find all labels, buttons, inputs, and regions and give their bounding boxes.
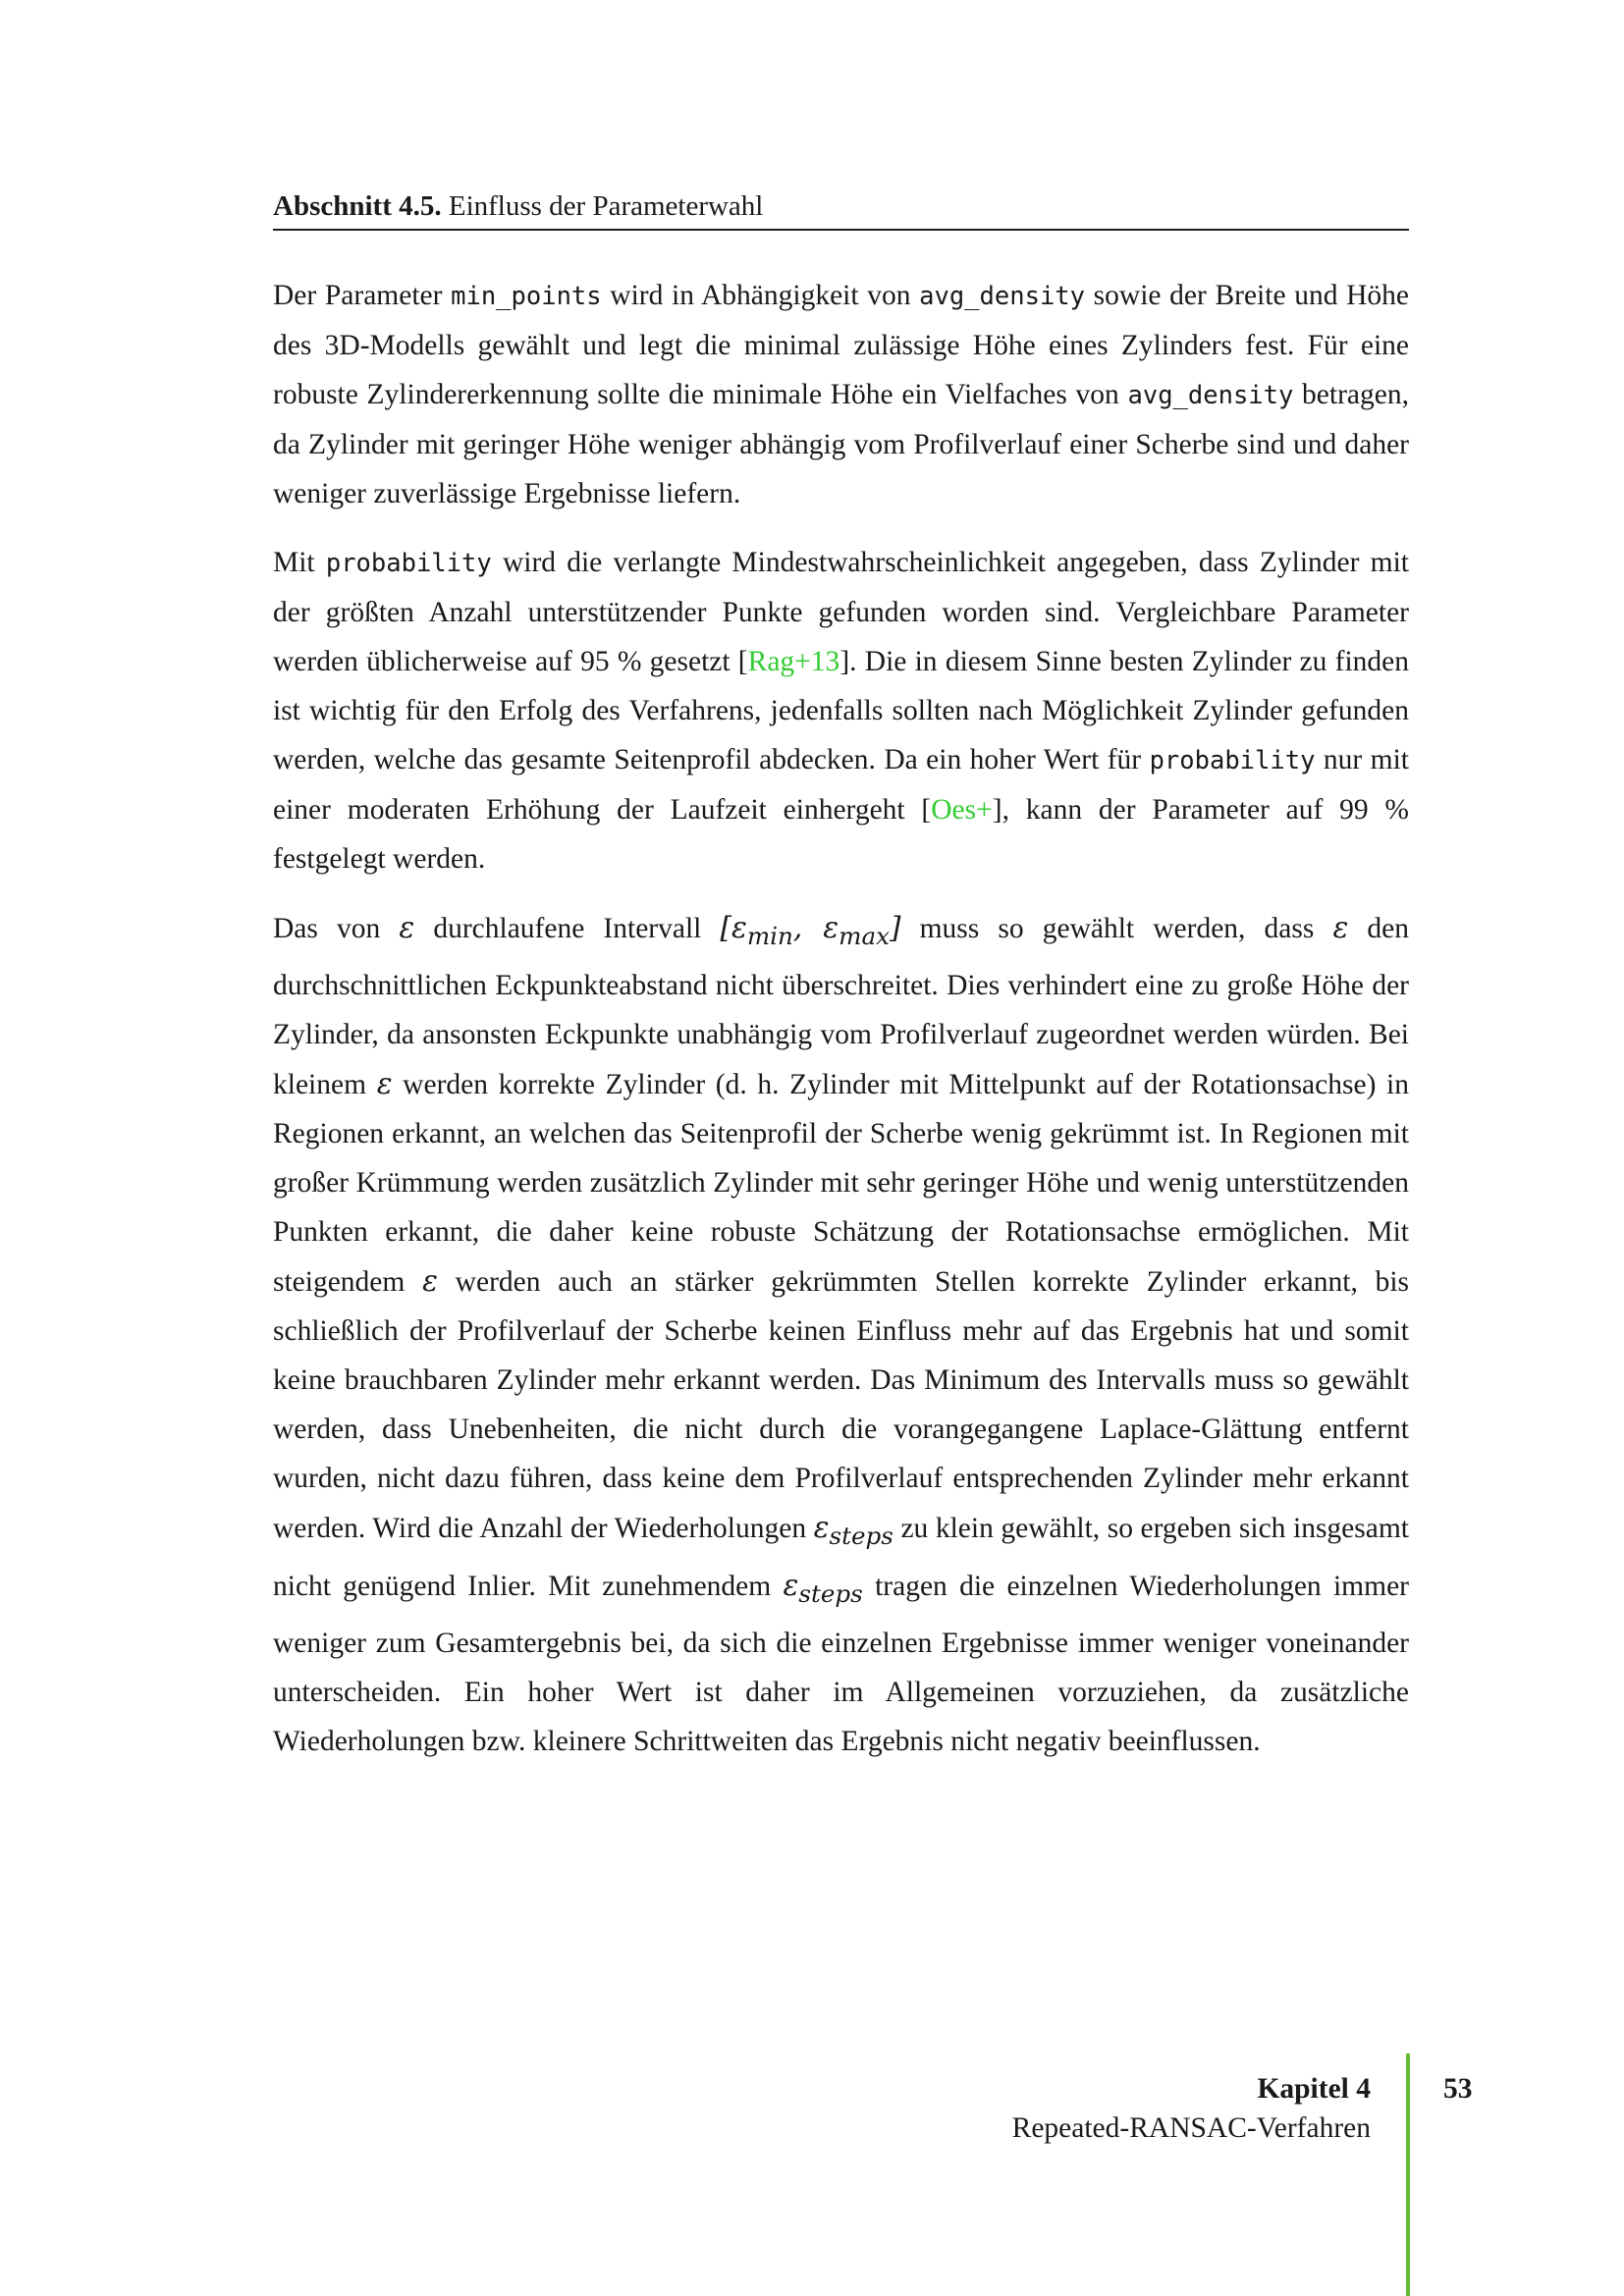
text-run: tragen die einzelnen Wiederholungen immer weniger zum Gesamtergebnis bei, da sich die einzelnen Ergebnisse immer weniger voneinander unterscheiden. Ein hoher Wert ist daher im Allgemeinen vorzuziehen, da zusätzliche Wiederholungen bzw. kleinere Schrittweiten das Ergebnis nicht negativ beeinflussen.	[273, 1570, 1409, 1757]
chapter-title: Repeated-RANSAC-Verfahren	[1011, 2112, 1371, 2144]
math-interval	[720, 911, 901, 950]
citation-link[interactable]: Oes+	[931, 794, 993, 826]
math-symbol: [ε	[720, 911, 747, 944]
code-avg-density: avg_density	[1127, 381, 1294, 410]
paragraph-3	[273, 903, 1409, 1766]
footer-divider	[1406, 2054, 1410, 2296]
page-number: 53	[1443, 2073, 1473, 2105]
math-epsilon-steps	[813, 1510, 893, 1550]
math-symbol: ε	[813, 1510, 830, 1544]
citation-link[interactable]: Rag+13	[747, 646, 840, 677]
text-run: Mit	[273, 547, 326, 578]
running-header	[273, 188, 1409, 231]
text-run: betragen, da Zylinder mit geringer Höhe weniger abhängig vom Profilverlauf einer Scherbe sind und daher weniger zuverlässige Ergebnisse liefern.	[273, 379, 1409, 509]
text-run: zu klein gewählt, so ergeben sich insgesamt nicht genügend Inlier. Mit zunehmendem	[273, 1512, 1409, 1602]
footer-chapter	[1012, 2069, 1371, 2148]
math-subscript: max	[839, 921, 890, 950]
text-run: sowie der Breite und Höhe des 3D-Modells gewählt und legt die minimal zulässige Höhe eines Zylinders fest. Für eine robuste Zylindererkennung sollte die minimale Höhe ein Vielfaches von	[273, 280, 1409, 410]
math-epsilon: ε	[399, 911, 415, 944]
text-run: ]. Die in diesem Sinne besten Zylinder zu finden ist wichtig für den Erfolg des Verfahrens, jedenfalls sollten nach Möglichkeit Zylinder gefunden werden, welche das gesamte Seitenprofil abdecken. Da ein hoher Wert für	[273, 646, 1409, 775]
text-run: nur mit einer moderaten Erhöhung der Laufzeit einhergeht [	[273, 744, 1409, 826]
text-run: werden korrekte Zylinder (d. h. Zylinder mit Mittelpunkt auf der Rotationsachse) in Regionen erkannt, an welchen das Seitenprofil der Scherbe wenig gekrümmt ist. In Regionen mit großer Krümmung werden zusätzlich Zylinder mit sehr geringer Höhe und wenig unterstützenden Punkten erkannt, die daher keine robuste Schätzung der Rotationsachse ermöglichen. Mit steigendem	[273, 1068, 1409, 1298]
text-run: ], kann der Parameter auf 99 % festgelegt werden.	[273, 794, 1409, 875]
math-symbol: ε	[783, 1568, 799, 1602]
math-symbol: ]	[889, 911, 901, 944]
text-run: wird die verlangte Mindestwahrscheinlichkeit angegeben, dass Zylinder mit der größten Anzahl unterstützender Punkte gefunden worden sind. Vergleichbare Parameter werden üblicherweise auf 95 % gesetzt [	[273, 547, 1409, 677]
section-label: Abschnitt 4.5.	[273, 190, 442, 222]
math-epsilon-steps	[783, 1568, 863, 1608]
code-probability: probability	[1149, 746, 1316, 775]
code-avg-density: avg_density	[919, 282, 1086, 311]
math-epsilon: ε	[1332, 911, 1349, 944]
math-subscript: steps	[829, 1521, 893, 1550]
text-run: werden auch an stärker gekrümmten Stellen korrekte Zylinder erkannt, bis schließlich der Profilverlauf der Scherbe keinen Einfluss mehr auf das Ergebnis hat und somit keine brauchbaren Zylinder mehr erkannt werden. Das Minimum des Intervalls muss so gewählt werden, dass Unebenheiten, die nicht durch die vorangegangene Laplace-Glättung entfernt wurden, nicht dazu führen, dass keine dem Profilverlauf entsprechenden Zylinder mehr erkannt werden. Wird die Anzahl der Wiederholungen	[273, 1265, 1409, 1544]
math-subscript: min	[746, 921, 793, 950]
chapter-label: Kapitel 4	[1257, 2073, 1371, 2105]
math-epsilon: ε	[422, 1263, 438, 1298]
paragraph-1	[273, 271, 1409, 518]
math-epsilon: ε	[376, 1066, 393, 1100]
text-run: durchlaufene Intervall	[414, 913, 721, 944]
section-title: Einfluss der Parameterwahl	[448, 190, 764, 222]
text-run: den durchschnittlichen Eckpunkteabstand nicht überschreitet. Dies verhindert eine zu große Höhe der Zylinder, da ansonsten Eckpunkte unabhängig vom Profilverlauf zugeordnet werden würden. Bei kleinem	[273, 913, 1410, 1100]
math-subscript: steps	[798, 1578, 863, 1608]
body-text	[273, 271, 1409, 1786]
paragraph-2	[273, 538, 1409, 883]
text-run: Das von	[273, 913, 400, 944]
code-min-points: min_points	[451, 282, 602, 311]
code-probability: probability	[325, 549, 492, 578]
math-symbol: , ε	[792, 911, 839, 944]
text-run: wird in Abhängigkeit von	[601, 280, 920, 311]
text-run: Der Parameter	[273, 280, 452, 311]
text-run: muss so gewählt werden, dass	[900, 913, 1333, 944]
